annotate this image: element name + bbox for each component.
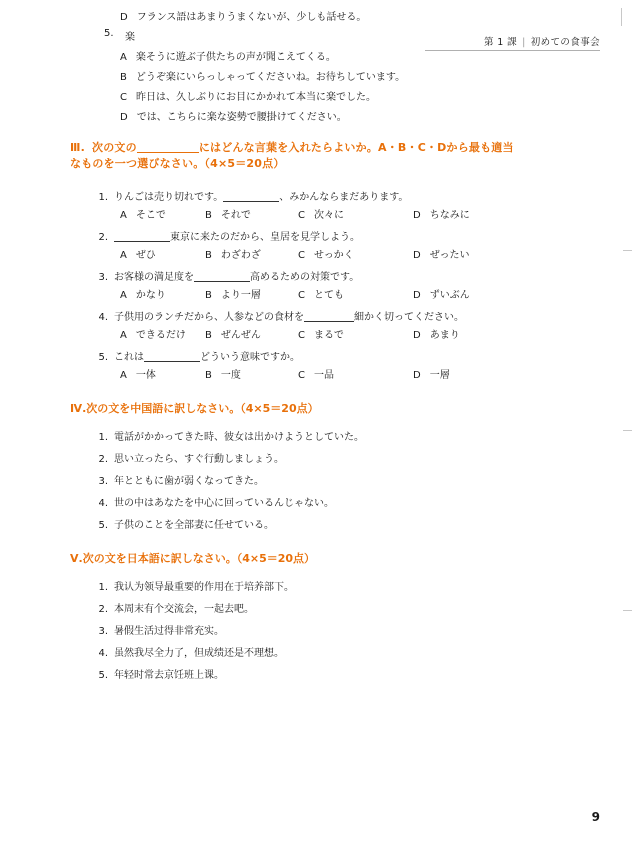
option-row xyxy=(120,366,450,381)
section-heading-part2: にはどんな言葉を入れたらよいか。A・B・C・Dから最も適当 xyxy=(198,141,514,154)
option-label: D xyxy=(413,210,421,221)
question-text-after: どういう意味ですか。 xyxy=(200,352,300,363)
question-number: 5. xyxy=(98,352,108,363)
option-text: では、こちらに楽な姿勢で腰掛けてください。 xyxy=(136,112,347,123)
option-row xyxy=(120,286,470,301)
option-row-a xyxy=(120,48,336,63)
question-row xyxy=(88,188,408,203)
list-item xyxy=(88,644,284,659)
list-item xyxy=(88,516,274,531)
option-text: まるで xyxy=(313,330,344,341)
question-text-before: お客様の満足度を xyxy=(114,272,194,283)
item-number: 2. xyxy=(98,604,108,615)
item-number: 3. xyxy=(98,476,108,487)
option-label: C xyxy=(298,250,305,261)
question-row xyxy=(88,228,360,243)
running-header xyxy=(484,34,600,48)
option-label: A xyxy=(120,370,127,381)
item-text: 思い立ったら、すぐ行動しましょう。 xyxy=(114,454,284,465)
option-label: B xyxy=(205,330,212,341)
leading-option xyxy=(120,8,366,23)
option-text: ずいぶん xyxy=(429,290,470,301)
option-text: あまり xyxy=(429,330,460,341)
option-text: より一層 xyxy=(220,290,261,301)
header-title: 初めての食事会 xyxy=(530,37,600,48)
option-label: C xyxy=(298,370,305,381)
question-text-before: 子供用のランチだから、人参などの食材を xyxy=(114,312,304,323)
question-text-after: 東京に来たのだから、皇居を見学しよう。 xyxy=(170,232,360,243)
item-number: 4. xyxy=(98,498,108,509)
question-row xyxy=(88,268,359,283)
item-number: 1. xyxy=(98,582,108,593)
option-text: 次々に xyxy=(313,210,344,221)
item-text: 虽然我尽全力了，但成绩还是不理想。 xyxy=(114,648,284,659)
item-text: 我认为领导最重要的作用在于培养部下。 xyxy=(114,582,294,593)
section-heading-part1: 次の文の xyxy=(92,141,137,154)
section-heading-5 xyxy=(70,550,315,566)
section-numeral: Ⅲ. xyxy=(70,141,85,154)
option-text: 楽そうに遊ぶ子供たちの声が聞こえてくる。 xyxy=(135,52,336,63)
question-number: 3. xyxy=(98,272,108,283)
option-label: B xyxy=(205,370,212,381)
option-label: B xyxy=(205,290,212,301)
option-text: 一層 xyxy=(429,370,450,381)
list-item xyxy=(88,622,224,637)
option-row xyxy=(120,206,470,221)
option-text: わざわざ xyxy=(220,250,261,261)
option-text: かなり xyxy=(135,290,166,301)
question-text-before: りんごは売り切れです。 xyxy=(114,192,224,203)
question-row xyxy=(88,308,464,323)
header-separator: | xyxy=(522,37,526,48)
answer-blank xyxy=(114,231,170,242)
option-row-c xyxy=(120,88,376,103)
item-text: 年とともに歯が弱くなってきた。 xyxy=(114,476,264,487)
question-number: 2. xyxy=(98,232,108,243)
question-row xyxy=(88,348,300,363)
section-heading-text: 次の文を中国語に訳しなさい。（4×5＝20点） xyxy=(86,402,319,415)
option-label: D xyxy=(120,12,128,23)
item-text: 子供のことを全部妻に任せている。 xyxy=(114,520,274,531)
item-number: 3. xyxy=(98,626,108,637)
option-label: A xyxy=(120,250,127,261)
answer-blank xyxy=(223,191,279,202)
question-number: 4. xyxy=(98,312,108,323)
item-text: 世の中はあなたを中心に回っているんじゃない。 xyxy=(114,498,334,509)
list-item xyxy=(88,428,364,443)
option-text: できるだけ xyxy=(135,330,186,341)
list-item xyxy=(88,472,264,487)
section-heading-line2: なものを一つ選びなさい。（4×5＝20点） xyxy=(70,156,285,170)
trim-mark xyxy=(623,250,632,251)
option-row-d xyxy=(120,108,347,123)
option-text: ぜんぜん xyxy=(220,330,261,341)
option-label: B xyxy=(205,250,212,261)
option-label: D xyxy=(413,370,421,381)
list-item xyxy=(88,450,284,465)
option-text: 一体 xyxy=(135,370,156,381)
option-text: そこで xyxy=(135,210,166,221)
option-text: 一品 xyxy=(313,370,334,381)
section-heading-text: 次の文を日本語に訳しなさい。（4×5＝20点） xyxy=(82,552,316,565)
question-text-after: 高めるための対策です。 xyxy=(250,272,360,283)
item-number: 5. xyxy=(98,670,108,681)
option-label: C xyxy=(298,290,305,301)
option-text: ちなみに xyxy=(429,210,470,221)
option-row xyxy=(120,326,460,341)
list-item xyxy=(88,578,294,593)
option-text: それで xyxy=(220,210,251,221)
option-text: フランス語はあまりうまくないが、少しも話せる。 xyxy=(136,12,367,23)
option-text: とても xyxy=(313,290,344,301)
option-text: せっかく xyxy=(313,250,354,261)
item-text: 本周末有个交流会，一起去吧。 xyxy=(114,604,254,615)
item-number: 5. xyxy=(104,28,114,39)
option-label: A xyxy=(120,210,127,221)
option-label: D xyxy=(120,112,128,123)
section-heading-3 xyxy=(70,140,590,172)
option-label: A xyxy=(120,330,127,341)
option-text: ぜひ xyxy=(135,250,156,261)
item-number: 1. xyxy=(98,432,108,443)
item-word: 楽 xyxy=(125,32,135,43)
option-label: A xyxy=(120,52,127,63)
header-rule xyxy=(425,50,600,51)
option-text: どうぞ楽にいらっしゃってくださいね。お待ちしています。 xyxy=(135,72,406,83)
item-text: 電話がかかってきた時、彼女は出かけようとしていた。 xyxy=(114,432,364,443)
answer-blank xyxy=(144,351,200,362)
item-number: 4. xyxy=(98,648,108,659)
option-label: D xyxy=(413,290,421,301)
item-number: 2. xyxy=(98,454,108,465)
answer-blank xyxy=(304,311,354,322)
option-text: 昨日は、久しぶりにお目にかかれて本当に楽でした。 xyxy=(135,92,376,103)
trim-mark xyxy=(623,610,632,611)
question-text-after: 細かく切ってください。 xyxy=(354,312,464,323)
option-label: D xyxy=(413,250,421,261)
trim-mark xyxy=(621,8,622,26)
question-text-before: これは xyxy=(114,352,144,363)
list-item xyxy=(88,666,224,681)
option-row-b xyxy=(120,68,405,83)
answer-blank xyxy=(194,271,250,282)
question-text-after: 、みかんならまだあります。 xyxy=(279,192,409,203)
section-numeral: Ⅳ. xyxy=(70,402,87,415)
header-lesson: 第 1 課 xyxy=(483,37,518,48)
list-item xyxy=(88,600,254,615)
heading-blank xyxy=(137,141,199,153)
option-label: B xyxy=(205,210,212,221)
trim-mark xyxy=(623,430,632,431)
item-number: 5. xyxy=(98,520,108,531)
option-label: A xyxy=(120,290,127,301)
question-number: 1. xyxy=(98,192,108,203)
option-label: C xyxy=(298,330,305,341)
option-text: 一度 xyxy=(220,370,241,381)
item-text: 暑假生活过得非常充实。 xyxy=(114,626,224,637)
option-row xyxy=(120,246,470,261)
option-label: C xyxy=(298,210,305,221)
section-numeral: Ⅴ. xyxy=(70,552,83,565)
option-label: C xyxy=(120,92,127,103)
option-text: ぜったい xyxy=(429,250,470,261)
item-text: 年轻时常去京饪班上课。 xyxy=(114,670,224,681)
option-label: D xyxy=(413,330,421,341)
section-heading-4 xyxy=(70,400,319,416)
list-item xyxy=(88,494,334,509)
page-number: 9 xyxy=(591,810,600,824)
option-label: B xyxy=(120,72,127,83)
